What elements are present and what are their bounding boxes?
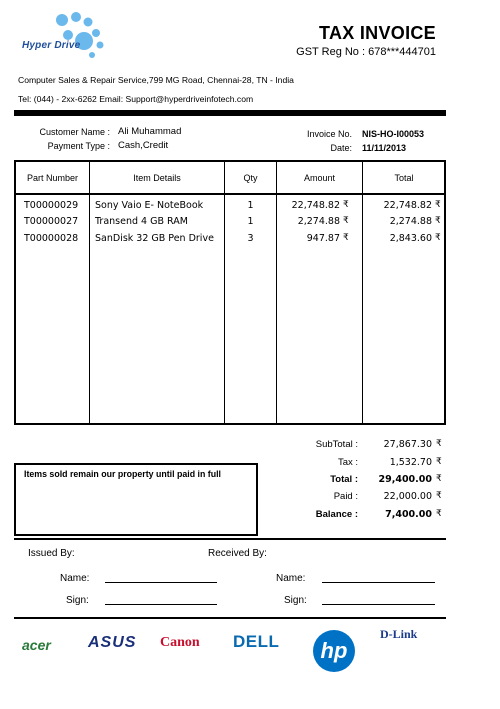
rupee-icon: ₹ bbox=[436, 509, 442, 519]
header-part-number: Part Number bbox=[26, 173, 79, 183]
company-contact: Tel: (044) - 2xx-6262 Email: Support@hyperdriveinfotech.com bbox=[18, 94, 254, 104]
paid-value: 22,000.00 bbox=[383, 491, 432, 502]
row-total: 22,748.82 bbox=[383, 200, 432, 211]
paid-label: Paid : bbox=[333, 491, 358, 502]
received-by-label: Received By: bbox=[208, 548, 267, 559]
rupee-icon: ₹ bbox=[343, 200, 349, 210]
acer-logo: acer bbox=[22, 637, 51, 653]
column-divider bbox=[276, 160, 277, 425]
subtotal-value: 27,867.30 bbox=[383, 439, 432, 450]
invoice-no-label: Invoice No. bbox=[306, 129, 352, 139]
invoice-date-value: 11/11/2013 bbox=[362, 143, 407, 153]
issuer-sign-line bbox=[105, 604, 217, 605]
row-qty: 1 bbox=[247, 216, 254, 227]
rupee-icon: ₹ bbox=[435, 233, 441, 243]
row-qty: 3 bbox=[247, 233, 254, 244]
rupee-icon: ₹ bbox=[435, 216, 441, 226]
header-total: Total bbox=[394, 173, 414, 183]
invoice-title: TAX INVOICE bbox=[319, 23, 436, 43]
total-value: 29,400.00 bbox=[378, 474, 432, 485]
issuer-name-label: Name: bbox=[60, 573, 90, 584]
dlink-logo: D-Link bbox=[380, 627, 418, 641]
canon-logo: Canon bbox=[160, 635, 200, 650]
gst-reg-no: GST Reg No : 678***444701 bbox=[296, 46, 436, 58]
row-item-details: Transend 4 GB RAM bbox=[95, 216, 188, 227]
header-qty: Qty bbox=[243, 173, 258, 183]
table-header-divider bbox=[14, 193, 446, 195]
row-part-number: T00000028 bbox=[24, 233, 79, 244]
header-item-details: Item Details bbox=[133, 173, 181, 183]
header-divider bbox=[14, 110, 446, 116]
header-amount: Amount bbox=[303, 173, 336, 183]
rupee-icon: ₹ bbox=[436, 457, 442, 467]
brands-divider bbox=[14, 617, 446, 619]
rupee-icon: ₹ bbox=[343, 233, 349, 243]
rupee-icon: ₹ bbox=[436, 439, 442, 449]
receiver-name-line bbox=[322, 582, 435, 583]
issued-by-label: Issued By: bbox=[28, 548, 75, 559]
balance-label: Balance : bbox=[315, 509, 358, 520]
row-total: 2,843.60 bbox=[389, 233, 432, 244]
payment-type-value: Cash,Credit bbox=[118, 140, 169, 151]
balance-value: 7,400.00 bbox=[385, 509, 432, 520]
row-part-number: T00000027 bbox=[24, 216, 79, 227]
rupee-icon: ₹ bbox=[436, 474, 442, 484]
issuer-name-line bbox=[105, 582, 217, 583]
issuer-sign-label: Sign: bbox=[66, 595, 89, 606]
signature-divider bbox=[14, 538, 446, 540]
rupee-icon: ₹ bbox=[343, 216, 349, 226]
hp-logo bbox=[313, 630, 355, 672]
customer-name-value: Ali Muhammad bbox=[118, 126, 182, 137]
row-amount: 22,748.82 bbox=[291, 200, 340, 211]
row-amount: 947.87 bbox=[306, 233, 340, 244]
tax-label: Tax : bbox=[337, 457, 358, 468]
row-qty: 1 bbox=[247, 200, 254, 211]
receiver-sign-line bbox=[322, 604, 435, 605]
company-logo-text: Hyper Drive bbox=[22, 40, 81, 51]
total-label: Total : bbox=[330, 474, 358, 485]
tax-value: 1,532.70 bbox=[389, 457, 432, 468]
receiver-name-label: Name: bbox=[276, 573, 306, 584]
customer-name-label: Customer Name : bbox=[39, 127, 110, 137]
company-logo-dots bbox=[22, 8, 112, 68]
receiver-sign-label: Sign: bbox=[284, 595, 307, 606]
dell-logo: DELL bbox=[233, 632, 280, 651]
company-address: Computer Sales & Repair Service,799 MG Road, Chennai-28, TN - India bbox=[18, 75, 294, 85]
terms-note-box bbox=[14, 463, 258, 536]
row-part-number: T00000029 bbox=[24, 200, 79, 211]
rupee-icon: ₹ bbox=[435, 200, 441, 210]
terms-note: Items sold remain our property until paid in full bbox=[24, 469, 221, 479]
row-amount: 2,274.88 bbox=[297, 216, 340, 227]
invoice-no-value: NIS-HO-I00053 bbox=[362, 129, 425, 139]
row-item-details: SanDisk 32 GB Pen Drive bbox=[95, 233, 214, 244]
payment-type-label: Payment Type : bbox=[47, 141, 110, 151]
asus-logo: ASUS bbox=[88, 634, 137, 651]
row-item-details: Sony Vaio E- NoteBook bbox=[95, 200, 204, 211]
column-divider bbox=[89, 160, 90, 425]
rupee-icon: ₹ bbox=[436, 491, 442, 501]
subtotal-label: SubTotal : bbox=[315, 439, 358, 450]
row-total: 2,274.88 bbox=[389, 216, 432, 227]
invoice-date-label: Date: bbox=[330, 143, 352, 153]
hp-logo-text: hp bbox=[320, 638, 348, 663]
column-divider bbox=[362, 160, 363, 425]
